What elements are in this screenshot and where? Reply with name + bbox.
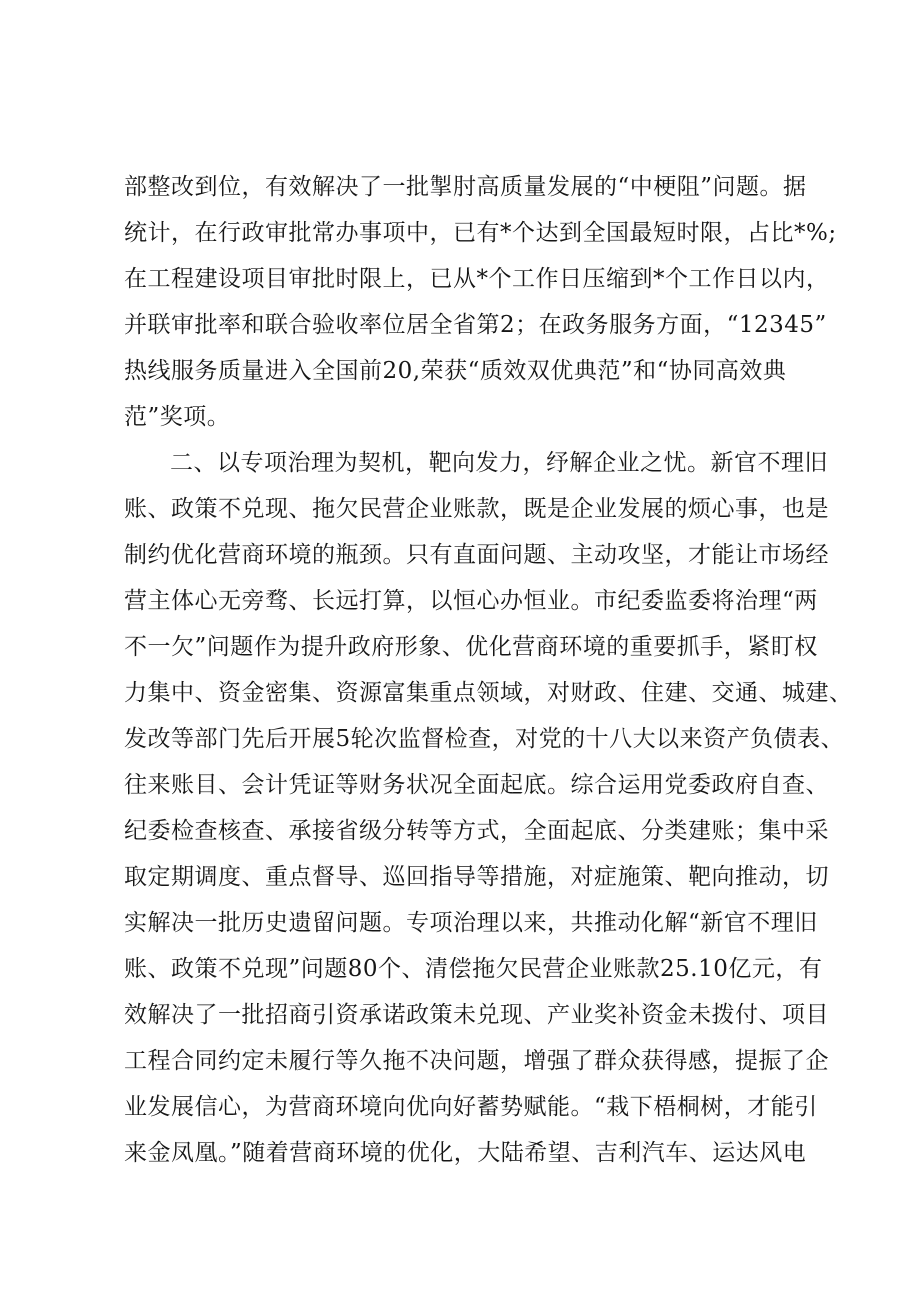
paragraph-2-line: 实解决一批历史遗留问题。专项治理以来，共推动化解“新官不理旧 [124, 910, 818, 936]
paragraph-2-line: 来金凤凰。”随着营商环境的优化，大陆希望、吉利汽车、运达风电 [124, 1140, 807, 1166]
paragraph-1-line: 热线服务质量进入全国前20,荣获“质效双优典范”和“协同高效典 [124, 358, 787, 384]
paragraph-2-line: 力集中、资金密集、资源富集重点领域，对财政、住建、交通、城建、 [124, 680, 853, 706]
paragraph-2-line: 业发展信心，为营商环境向优向好蓄势赋能。“栽下梧桐树，才能引 [124, 1094, 818, 1120]
paragraph-1-line: 并联审批率和联合验收率位居全省第2；在政务服务方面，“12345” [124, 312, 827, 338]
paragraph-2-line: 发改等部门先后开展5轮次监督检查，对党的十八大以来资产负债表、 [124, 726, 845, 752]
paragraph-1-line: 在工程建设项目审批时限上，已从*个工作日压缩到*个工作日以内， [124, 266, 830, 292]
paragraph-1-line: 统计，在行政审批常办事项中，已有*个达到全国最短时限，占比*%; [124, 220, 837, 246]
paragraph-2-line: 不一欠”问题作为提升政府形象、优化营商环境的重要抓手，紧盯权 [124, 634, 818, 660]
paragraph-2-line: 制约优化营商环境的瓶颈。只有直面问题、主动攻坚，才能让市场经 [124, 542, 829, 568]
paragraph-1-line: 部整改到位，有效解决了一批掣肘高质量发展的“中梗阻”问题。据 [124, 174, 807, 200]
paragraph-2-line: 纪委检查核查、承接省级分转等方式，全面起底、分类建账；集中采 [124, 818, 829, 844]
paragraph-2-line: 二、以专项治理为契机，靶向发力，纾解企业之忧。新官不理旧 [170, 450, 828, 476]
paragraph-2-line: 工程合同约定未履行等久拖不决问题，增强了群众获得感，提振了企 [124, 1048, 829, 1074]
paragraph-2-line: 效解决了一批招商引资承诺政策未兑现、产业奖补资金未拨付、项目 [124, 1002, 829, 1028]
paragraph-2-line: 账、政策不兑现”问题80个、清偿拖欠民营企业账款25.10亿元，有 [124, 956, 823, 982]
paragraph-2-line: 往来账目、会计凭证等财务状况全面起底。综合运用党委政府自查、 [124, 772, 829, 798]
paragraph-2-line: 取定期调度、重点督导、巡回指导等措施，对症施策、靶向推动，切 [124, 864, 829, 890]
paragraph-2-line: 营主体心无旁骛、长远打算，以恒心办恒业。市纪委监委将治理“两 [124, 588, 818, 614]
paragraph-2-line: 账、政策不兑现、拖欠民营企业账款，既是企业发展的烦心事，也是 [124, 496, 829, 522]
paragraph-1-line: 范”奖项。 [124, 404, 231, 430]
